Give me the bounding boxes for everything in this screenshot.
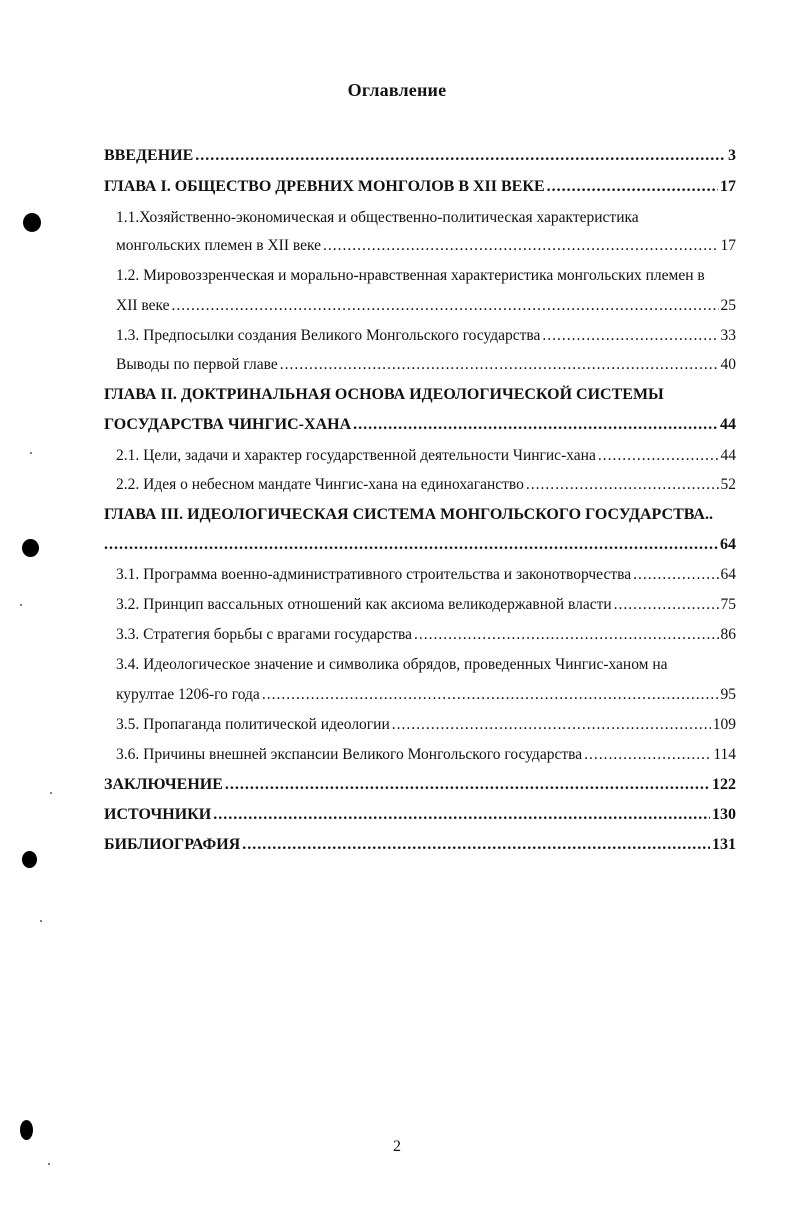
dot-leader <box>323 237 719 255</box>
toc-entry-1-2-first-line[interactable]: 1.2. Мировоззренческая и морально-нравственная характеристика монгольских племен в <box>116 267 705 284</box>
dot-leader <box>172 297 719 315</box>
dot-leader <box>414 626 718 644</box>
toc-page-number: 131 <box>712 836 736 853</box>
toc-entry-chapter-1[interactable] <box>104 178 736 202</box>
toc-page-number: 122 <box>712 776 736 793</box>
toc-entry-1-1-first-line[interactable]: 1.1.Хозяйственно-экономическая и общественно-политическая характеристика <box>116 209 639 226</box>
toc-entry-title: 2.2. Идея о небесном мандате Чингис-хана на единохаганство <box>116 476 524 493</box>
dot-leader <box>547 178 718 196</box>
toc-entry-title: БИБЛИОГРАФИЯ <box>104 836 241 853</box>
toc-entry-conclusion[interactable] <box>104 776 736 800</box>
toc-entry-1-2[interactable] <box>116 297 736 321</box>
dot-leader <box>225 776 710 794</box>
dot-leader <box>262 686 719 704</box>
toc-page-number: 3 <box>728 147 736 164</box>
toc-entry-title: ГОСУДАРСТВА ЧИНГИС-ХАНА <box>104 416 352 433</box>
dot-leader <box>104 536 718 554</box>
scan-speck <box>40 920 42 922</box>
toc-page-number: 95 <box>720 686 736 703</box>
toc-entry-title: ВВЕДЕНИЕ <box>104 147 194 164</box>
toc-entry-3-4-first-line[interactable]: 3.4. Идеологическое значение и символика обрядов, проведенных Чингис-ханом на <box>116 656 668 673</box>
dot-leader <box>392 716 711 734</box>
toc-entry-bibliography[interactable] <box>104 836 736 860</box>
scan-speck <box>20 604 22 606</box>
toc-page-number: 114 <box>713 746 736 763</box>
punch-hole <box>20 1120 33 1140</box>
toc-page-number: 86 <box>720 626 736 643</box>
toc-entry-3-5[interactable] <box>116 716 736 740</box>
toc-page-number: 130 <box>712 806 736 823</box>
toc-entry-chapter-2[interactable] <box>104 416 736 440</box>
toc-page-number: 109 <box>712 716 736 733</box>
dot-leader <box>195 147 726 165</box>
toc-entry-chapter-3[interactable] <box>104 536 736 560</box>
toc-entry-chapter-3-first-line[interactable]: ГЛАВА III. ИДЕОЛОГИЧЕСКАЯ СИСТЕМА МОНГОЛЬСКОГО ГОСУДАРСТВА.. <box>104 506 713 523</box>
toc-entry-1-1[interactable] <box>116 237 736 261</box>
dot-leader <box>280 356 719 374</box>
toc-entry-title: 2.1. Цели, задачи и характер государственной деятельности Чингис-хана <box>116 447 596 464</box>
toc-page-number: 17 <box>720 237 736 254</box>
toc-page-number: 44 <box>720 447 736 464</box>
toc-page-number: 75 <box>720 596 736 613</box>
toc-entry-title: 3.1. Программа военно-административного строительства и законотворчества <box>116 566 632 583</box>
toc-entry-title: монгольских племен в XII веке <box>116 237 321 254</box>
toc-entry-title: 1.3. Предпосылки создания Великого Монгольского государства <box>116 327 541 344</box>
dot-leader <box>542 327 718 345</box>
toc-entry-3-2[interactable] <box>116 596 736 620</box>
toc-entry-title: XII веке <box>116 297 170 314</box>
toc-entry-chapter-1-conclusions[interactable] <box>116 356 736 380</box>
page-title: Оглавление <box>347 80 447 100</box>
punch-hole <box>22 539 39 557</box>
toc-entry-introduction[interactable] <box>104 147 736 171</box>
punch-hole <box>22 851 37 868</box>
dot-leader <box>526 476 719 494</box>
toc-page-number: 64 <box>720 536 736 553</box>
toc-entry-title: 3.3. Стратегия борьбы с врагами государства <box>116 626 413 643</box>
dot-leader <box>633 566 718 584</box>
toc-entry-sources[interactable] <box>104 806 736 830</box>
toc-page-number: 52 <box>720 476 736 493</box>
toc-entry-2-2[interactable] <box>116 476 736 500</box>
toc-entry-2-1[interactable] <box>116 447 736 471</box>
toc-entry-1-3[interactable] <box>116 327 736 351</box>
toc-entry-title: ИСТОЧНИКИ <box>104 806 212 823</box>
toc-entry-chapter-2-first-line[interactable]: ГЛАВА II. ДОКТРИНАЛЬНАЯ ОСНОВА ИДЕОЛОГИЧЕСКОЙ СИСТЕМЫ <box>104 386 664 403</box>
dot-leader <box>614 596 719 614</box>
dot-leader <box>213 806 710 824</box>
toc-page-number: 33 <box>720 327 736 344</box>
toc-entry-title: 3.6. Причины внешней экспансии Великого Монгольского государства <box>116 746 583 763</box>
dot-leader <box>584 746 711 764</box>
toc-page-number: 40 <box>720 356 736 373</box>
toc-entry-3-6[interactable] <box>116 746 736 770</box>
toc-page-number: 64 <box>720 566 736 583</box>
scan-speck <box>50 792 52 794</box>
toc-entry-title: 3.2. Принцип вассальных отношений как аксиома великодержавной власти <box>116 596 612 613</box>
toc-entry-3-3[interactable] <box>116 626 736 650</box>
toc-entry-title: 3.5. Пропаганда политической идеологии <box>116 716 390 733</box>
toc-page-number: 25 <box>720 297 736 314</box>
dot-leader <box>242 836 710 854</box>
dot-leader <box>598 447 719 465</box>
toc-entry-3-4[interactable] <box>116 686 736 710</box>
punch-hole <box>23 213 41 232</box>
scan-speck <box>48 1163 50 1165</box>
page-number: 2 <box>393 1138 401 1155</box>
dot-leader <box>353 416 718 434</box>
toc-page-number: 44 <box>720 416 736 433</box>
toc-entry-title: курултае 1206-го года <box>116 686 260 703</box>
toc-entry-title: ЗАКЛЮЧЕНИЕ <box>104 776 223 793</box>
toc-page-number: 17 <box>720 178 736 195</box>
toc-entry-title: Выводы по первой главе <box>116 356 278 373</box>
toc-entry-3-1[interactable] <box>116 566 736 590</box>
toc-entry-title: ГЛАВА I. ОБЩЕСТВО ДРЕВНИХ МОНГОЛОВ В XII ВЕКЕ <box>104 178 545 195</box>
scan-speck <box>30 452 32 454</box>
